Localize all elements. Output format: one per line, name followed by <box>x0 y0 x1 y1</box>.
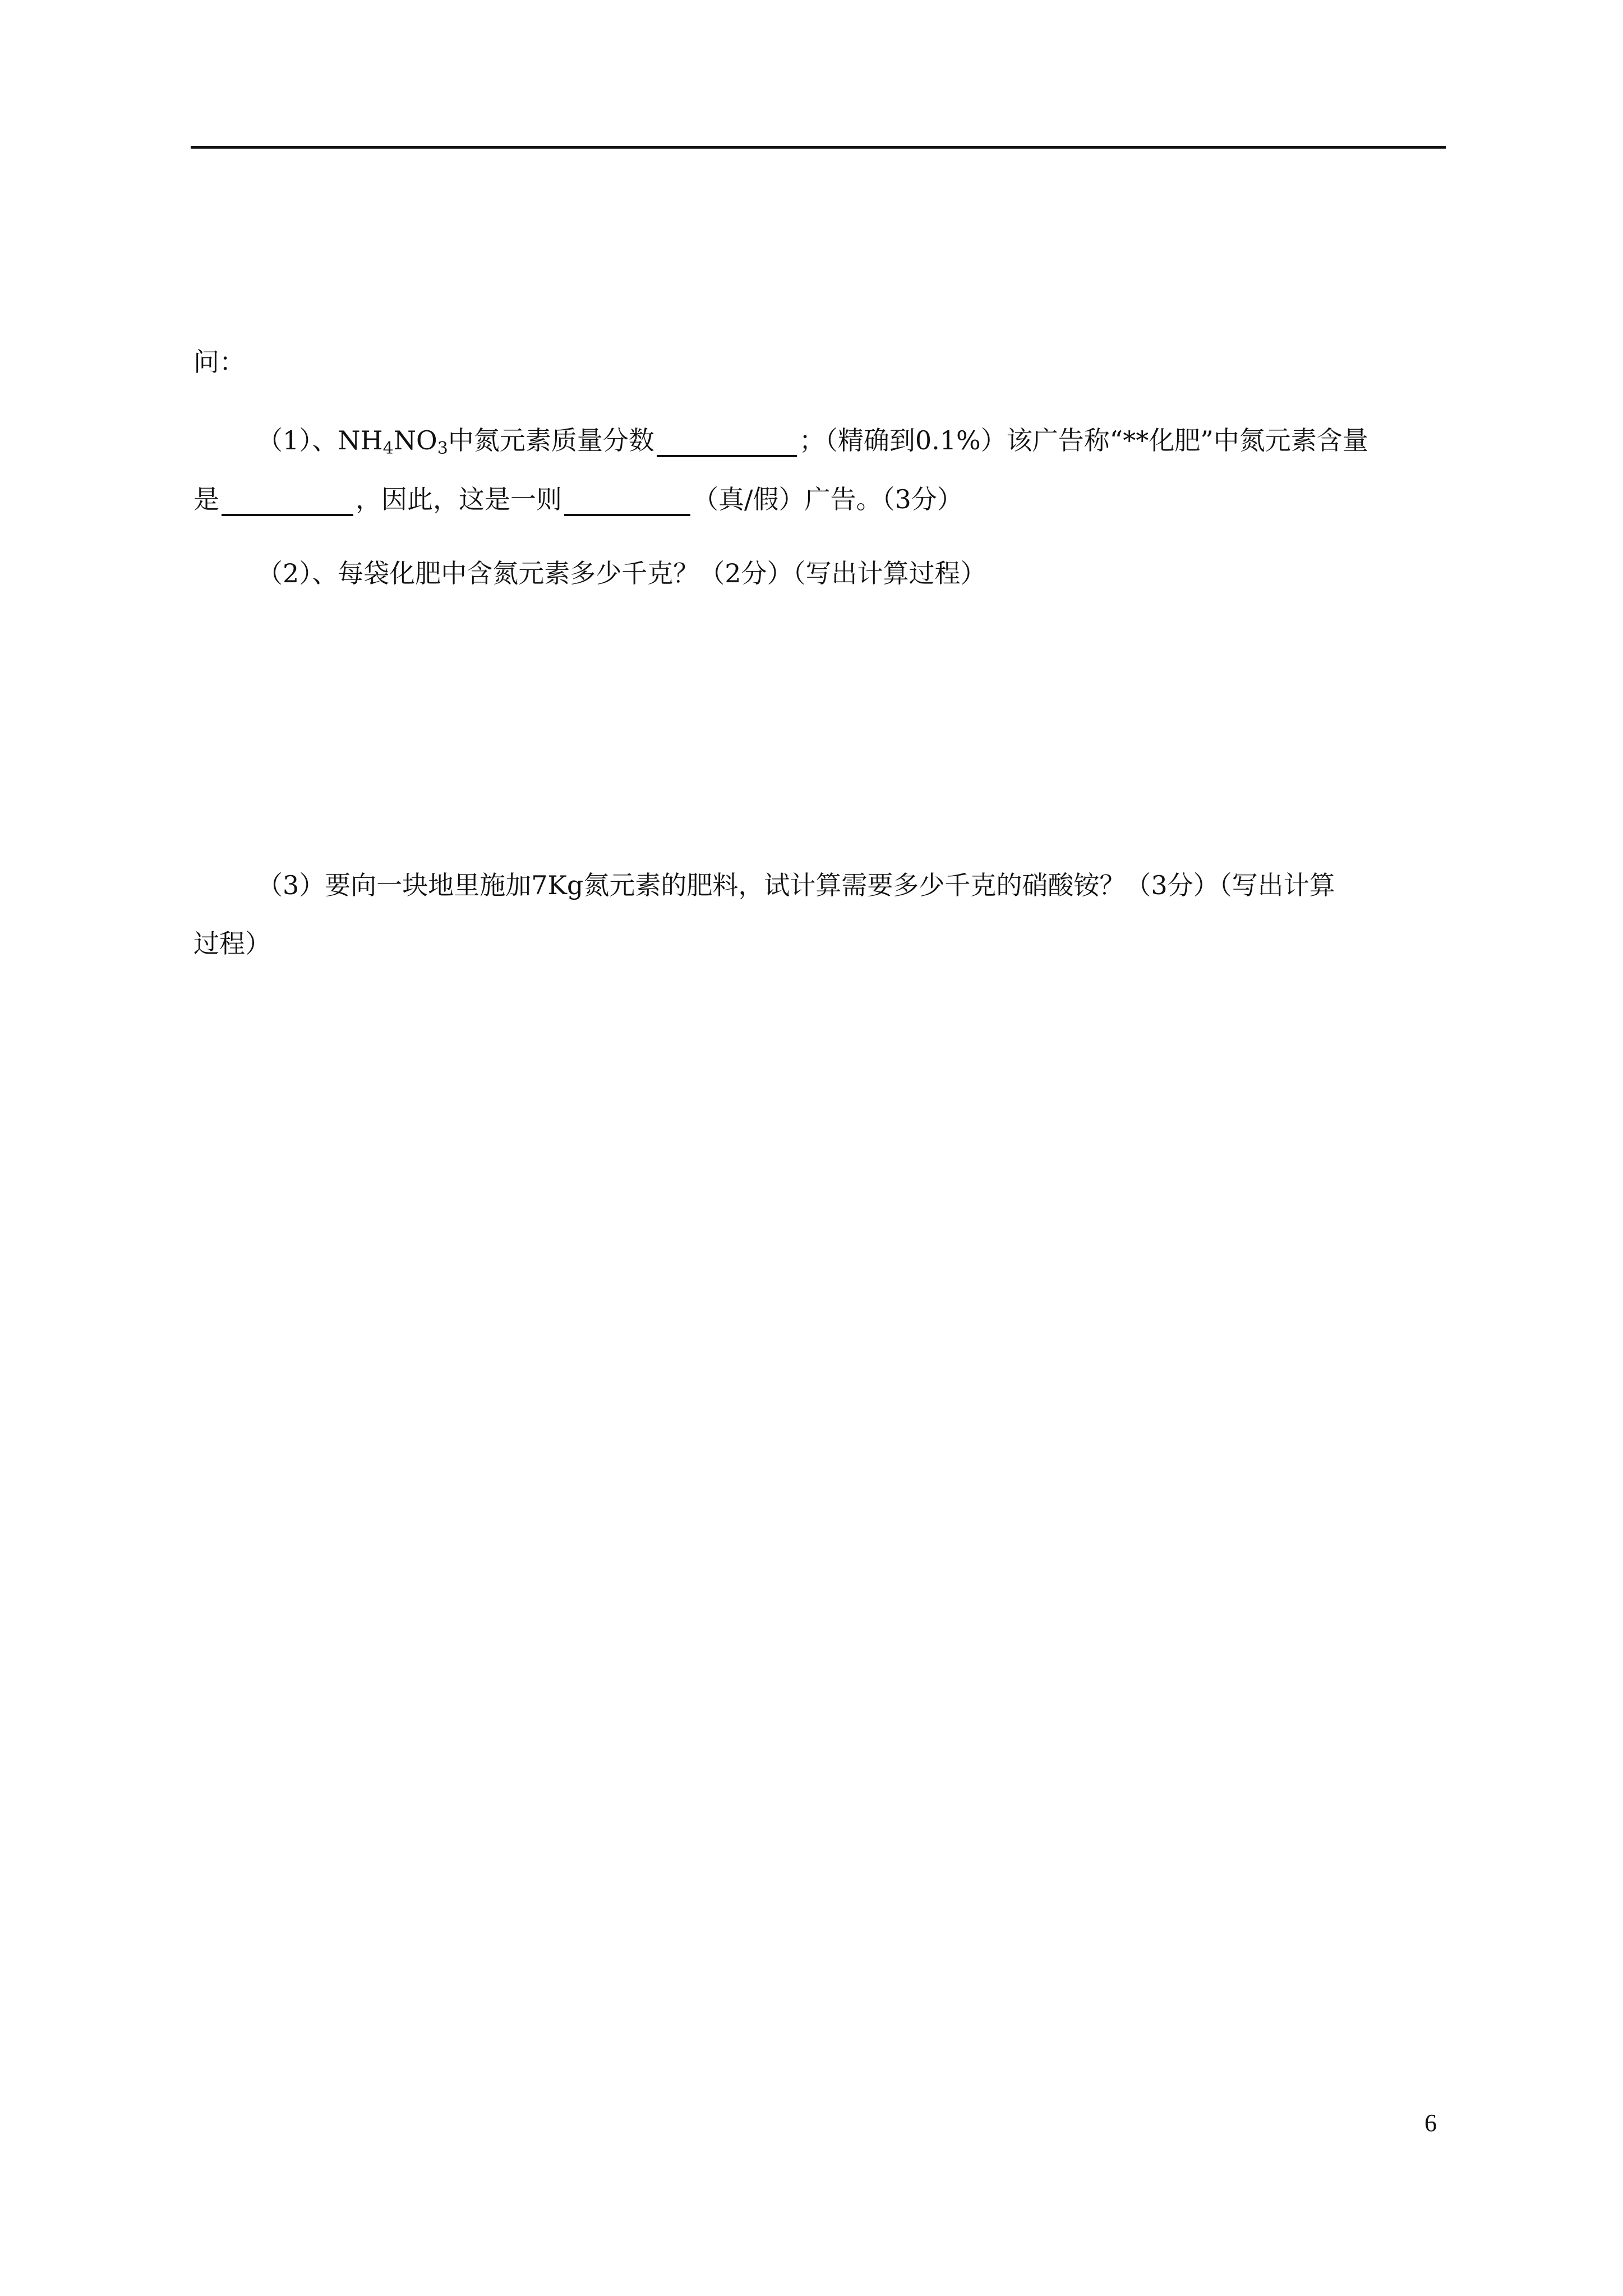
intro-label: 问： <box>193 347 245 377</box>
intro-text <box>193 345 245 379</box>
formula-subscript-3: 3 <box>437 439 448 458</box>
question-1-line-1 <box>257 424 1368 457</box>
question-1-line-2 <box>193 482 963 516</box>
q1-text-d: ，因此，这是一则 <box>356 484 562 514</box>
q3-text-line-2: 过程） <box>193 928 271 959</box>
question-3-line-2 <box>193 927 271 960</box>
q1-text-a: 中氮元素质量分数 <box>448 425 654 455</box>
formula-no: NO <box>393 425 437 455</box>
page-number: 6 <box>1424 2109 1437 2137</box>
header-rule <box>191 146 1446 149</box>
q1-text-b: ；（精确到0.1%）该广告称“**化肥”中氮元素含量 <box>799 425 1368 455</box>
question-3-line-1 <box>257 868 1335 902</box>
q1-prefix: （1）、 <box>257 425 338 455</box>
chemical-formula <box>338 425 448 458</box>
question-2 <box>257 556 986 590</box>
q1-text-c: 是 <box>193 484 219 514</box>
q2-text: （2）、每袋化肥中含氮元素多少千克？（2分）（写出计算过程） <box>257 558 986 588</box>
q1-text-e: （真/假）广告。（3分） <box>693 484 963 514</box>
answer-blank-mass-fraction[interactable] <box>657 426 797 457</box>
formula-nh: NH <box>338 425 383 455</box>
formula-subscript-4: 4 <box>382 439 394 458</box>
answer-blank-nitrogen-content[interactable] <box>222 485 353 516</box>
answer-blank-true-false[interactable] <box>564 485 690 516</box>
q3-text-line-1: （3）要向一块地里施加7Kg氮元素的肥料，试计算需要多少千克的硝酸铵？（3分）（写出计算 <box>257 870 1335 900</box>
